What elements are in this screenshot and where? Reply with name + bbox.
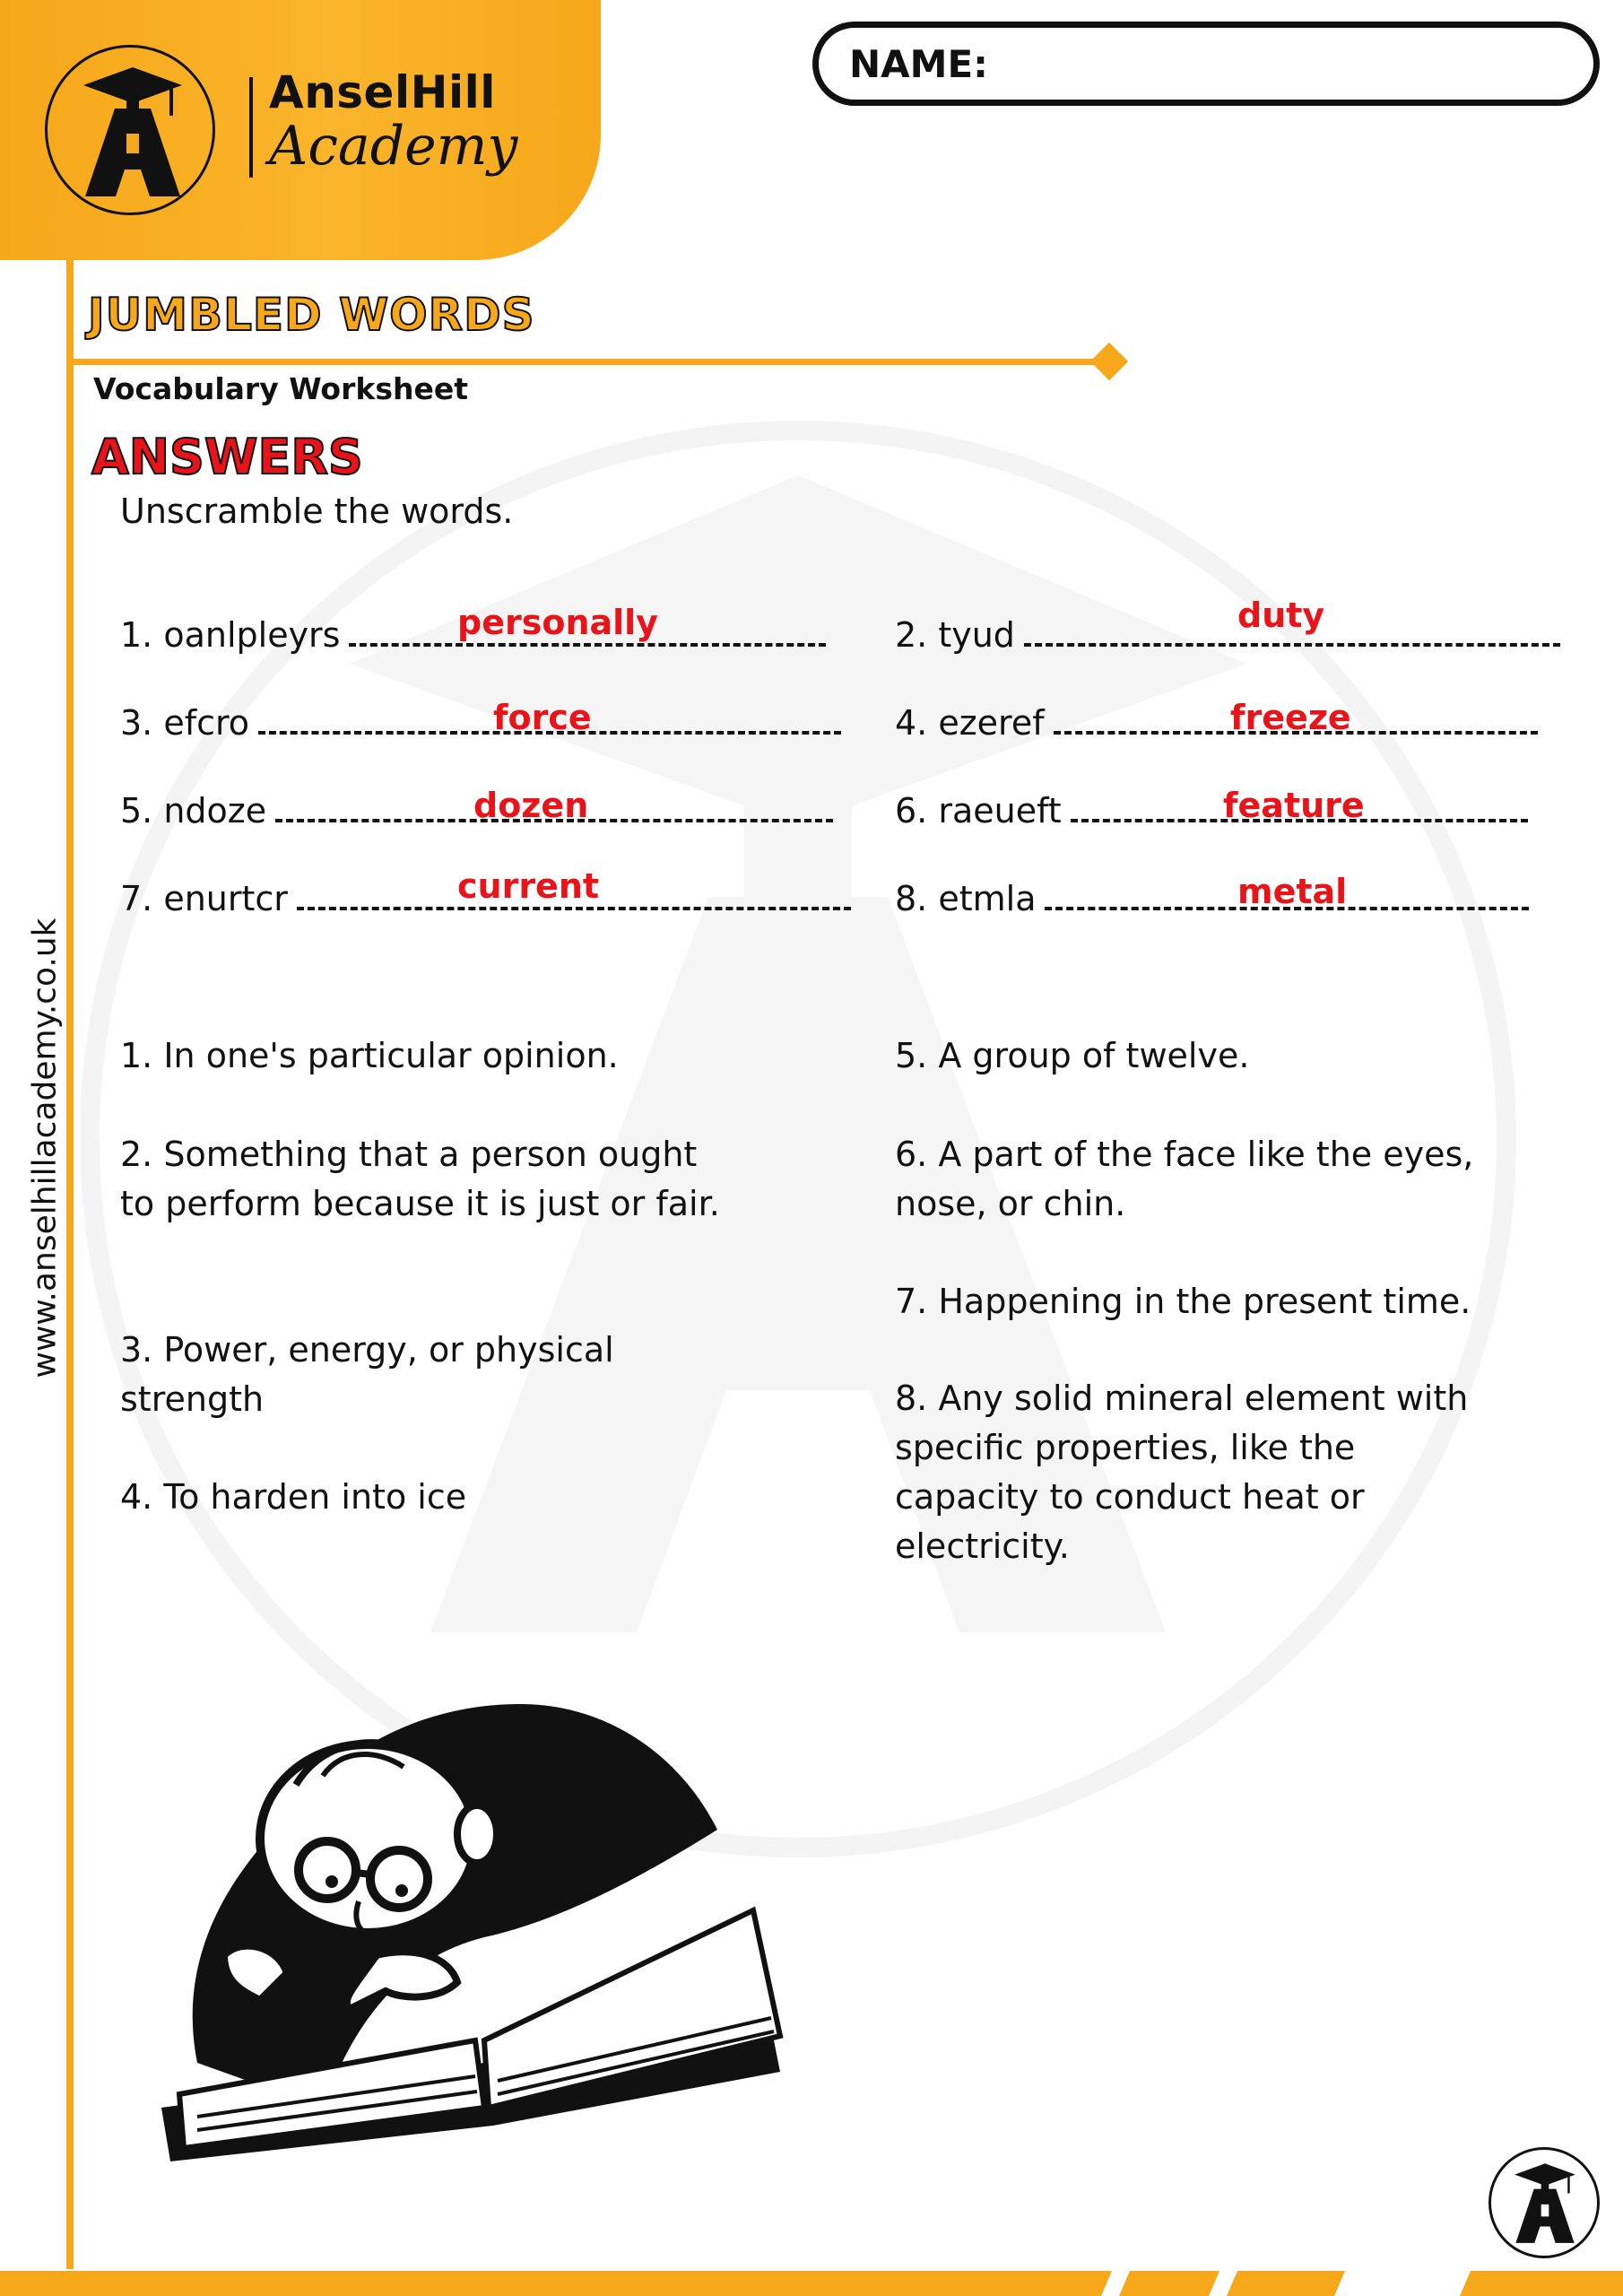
corner-logo [1488, 2147, 1600, 2258]
clue-1: 1. In one's particular opinion. [120, 1036, 619, 1075]
clue-8: 8. Any solid mineral element with specific properties, like the capacity to conduct heat or electricity. [895, 1378, 1469, 1566]
side-url: www.anselhillacademy.co.uk [26, 918, 64, 1378]
clue-5: 5. A group of twelve. [895, 1036, 1250, 1075]
title-rule [74, 359, 1105, 365]
word-prompt: 6. raeueft [895, 791, 1062, 831]
word-prompt: 4. ezeref [895, 703, 1045, 743]
bottom-bar [0, 2271, 1623, 2296]
word-answer-6: feature [1223, 786, 1365, 825]
word-prompt: 7. enurtcr [120, 879, 288, 918]
clue-2: 2. Something that a person ought to perform because it is just or fair. [120, 1135, 720, 1223]
word-answer-1: personally [457, 603, 658, 642]
clue-7: 7. Happening in the present time. [895, 1282, 1471, 1321]
clue-6: 6. A part of the face like the eyes, nose, or chin. [895, 1135, 1474, 1223]
clue-3: 3. Power, energy, or physical strength [120, 1330, 614, 1419]
word-item-3 [120, 703, 841, 743]
answers-heading: ANSWERS [91, 429, 363, 485]
instructions: Unscramble the words. [120, 491, 514, 531]
graduate-tower-logo-icon [1509, 2159, 1581, 2247]
header-badge [0, 0, 601, 260]
word-prompt: 2. tyud [895, 615, 1015, 655]
graduate-tower-logo-icon [74, 64, 191, 198]
word-answer-7: current [457, 866, 600, 906]
academy-logo [45, 45, 215, 215]
word-prompt: 8. etmla [895, 879, 1037, 918]
word-answer-8: metal [1237, 872, 1348, 911]
word-item-8 [895, 879, 1529, 918]
word-answer-5: dozen [473, 786, 589, 825]
word-prompt: 3. efcro [120, 703, 250, 743]
word-prompt: 1. oanlpleyrs [120, 615, 341, 655]
brand-sub: Academy [269, 115, 518, 178]
clue-4: 4. To harden into ice [120, 1477, 467, 1517]
word-answer-2: duty [1237, 596, 1325, 635]
word-item-2 [895, 615, 1560, 655]
reading-scholar-illustration [143, 1686, 825, 2206]
name-label: NAME: [849, 42, 988, 86]
name-field[interactable] [812, 22, 1600, 106]
left-rule [66, 260, 74, 2269]
word-item-4 [895, 703, 1538, 743]
worksheet-subtitle: Vocabulary Worksheet [93, 371, 468, 406]
brand-name: AnselHill [269, 66, 496, 118]
word-prompt: 5. ndoze [120, 791, 267, 831]
word-answer-3: force [493, 698, 592, 737]
worksheet-title: JUMBLED WORDS [88, 289, 535, 341]
word-item-6 [895, 791, 1528, 831]
word-answer-4: freeze [1230, 698, 1351, 737]
logo-divider [249, 77, 253, 178]
